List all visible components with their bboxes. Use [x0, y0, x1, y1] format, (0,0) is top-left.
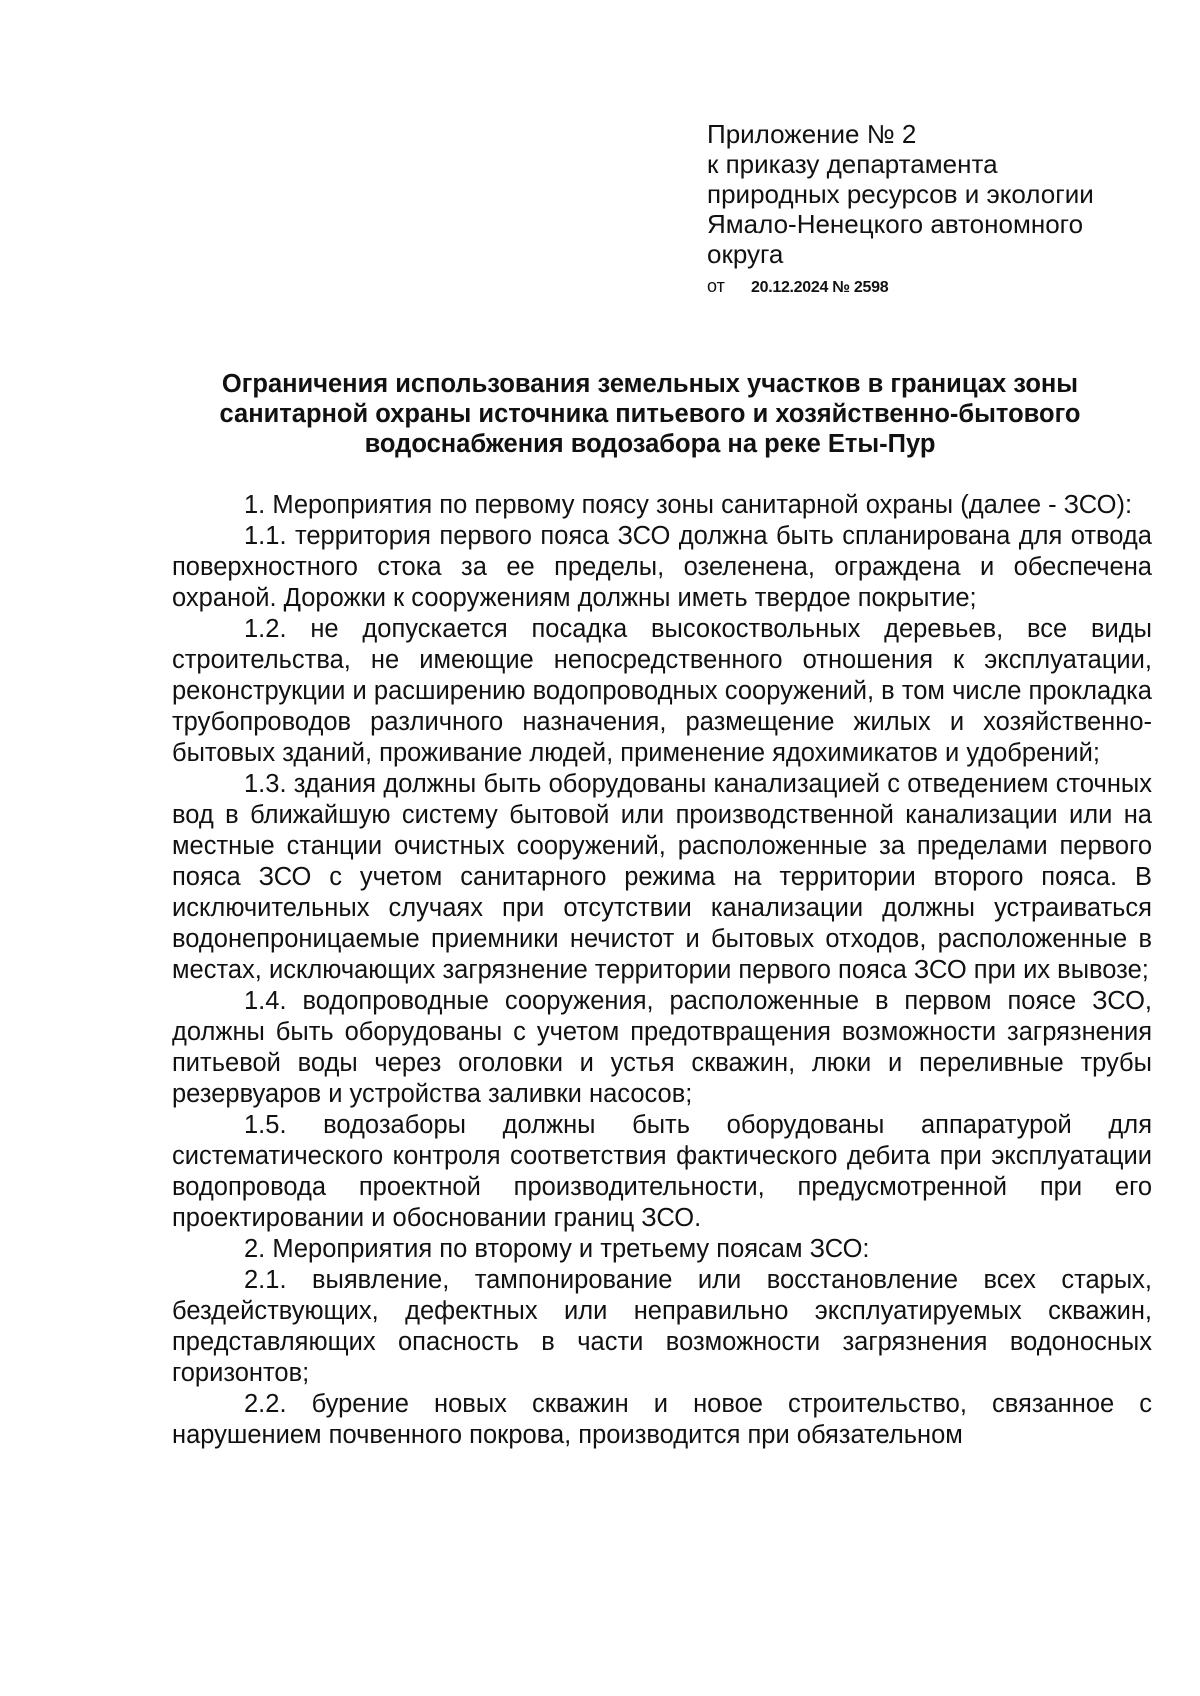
appendix-line: округа	[707, 239, 784, 269]
title-line: Ограничения использования земельных участков в границах зоны	[221, 370, 1079, 398]
document-title	[150, 369, 1150, 459]
paragraph-1: 1. Мероприятия по первому поясу зоны санитарной охраны (далее - ЗСО):	[244, 491, 1133, 519]
appendix-line: Ямало-Ненецкого автономного	[707, 209, 1084, 239]
paragraph-1-3: 1.3. здания должны быть оборудованы канализацией с отведением сточных вод в ближайшую систему бытовой или производственной канализации или на местные станции очистных сооружений, расположенные за пределами первого пояса ЗСО с учетом санитарного режима на территории второго пояса. В исключительных случаях при отсутствии канализации должны устраиваться водонепроницаемые приемники нечистот и бытовых отходов, расположенные в местах, исключающих загрязнение территории первого пояса ЗСО при их вывозе;	[172, 770, 1152, 984]
paragraph-2-2: 2.2. бурение новых скважин и новое строительство, связанное с нарушением почвенного покрова, производится при обязательном	[172, 1390, 1152, 1449]
appendix-line: Приложение № 2	[707, 119, 917, 149]
paragraph-1-2: 1.2. не допускается посадка высокоствольных деревьев, все виды строительства, не имеющие непосредственного отношения к эксплуатации, реконструкции и расширению водопроводных сооружений, в том числе прокладка трубопроводов различного назначения, размещение жилых и хозяйственно-бытовых зданий, проживание людей, применение ядохимикатов и удобрений;	[172, 615, 1152, 767]
paragraph-2-1: 2.1. выявление, тампонирование или восстановление всех старых, бездействующих, дефектных или неправильно эксплуатируемых скважин, представляющих опасность в части возможности загрязнения водоносных горизонтов;	[172, 1266, 1152, 1387]
title-line: санитарной охраны источника питьевого и хозяйственно-бытового	[219, 400, 1081, 428]
paragraph-1-4: 1.4. водопроводные сооружения, расположенные в первом поясе ЗСО, должны быть оборудованы с учетом предотвращения возможности загрязнения питьевой воды через оголовки и устья скважин, люки и переливные трубы резервуаров и устройства заливки насосов;	[172, 987, 1152, 1108]
paragraph-2: 2. Мероприятия по второму и третьему поясам ЗСО:	[244, 1235, 870, 1263]
appendix-block	[707, 119, 1147, 301]
paragraph-1-5: 1.5. водозаборы должны быть оборудованы аппаратурой для систематического контроля соответствия фактического дебита при эксплуатации водопровода проектной производительности, предусмотренной при его проектировании и обосновании границ ЗСО.	[172, 1111, 1152, 1232]
paragraph-1-1: 1.1. территория первого пояса ЗСО должна быть спланирована для отвода поверхностного стока за ее пределы, озеленена, ограждена и обеспечена охраной. Дорожки к сооружениям должны иметь твердое покрытие;	[172, 522, 1152, 612]
appendix-line: природных ресурсов и экологии	[707, 179, 1094, 209]
order-date-number: 20.12.2024 № 2598	[751, 279, 889, 296]
order-date-line	[707, 273, 1147, 301]
date-prefix: от	[707, 276, 725, 296]
document-body	[172, 490, 1152, 1451]
appendix-line: к приказу департамента	[707, 149, 998, 179]
title-line: водоснабжения водозабора на реке Еты-Пур	[364, 430, 936, 458]
